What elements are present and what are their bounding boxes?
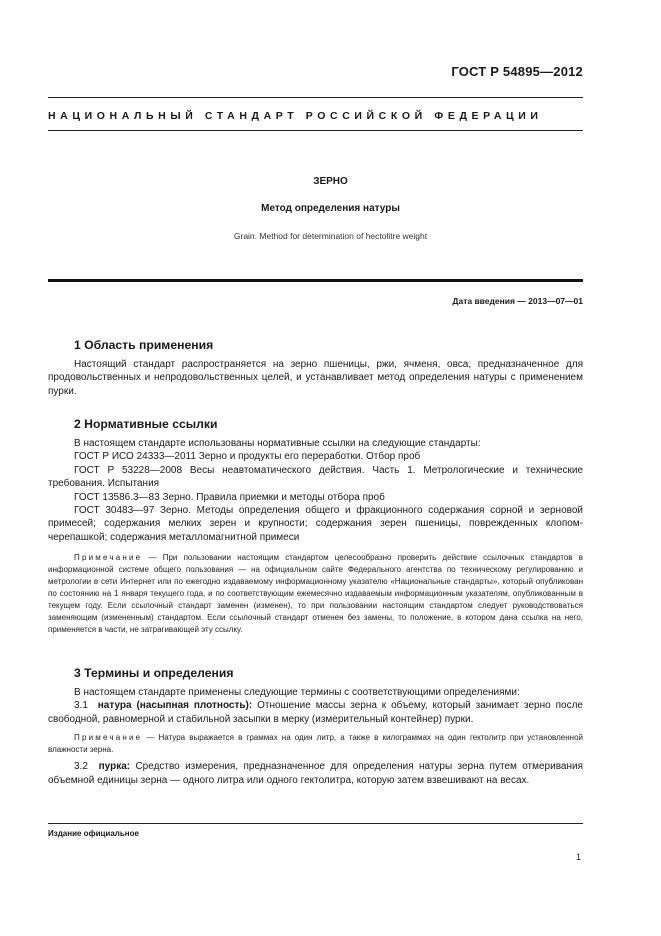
- section-paragraph: В настоящем стандарте использованы нормативные ссылки на следующие стандарты:: [74, 438, 481, 449]
- footer-rule: [48, 823, 583, 824]
- section-scope: [48, 338, 583, 398]
- note-text: — При пользовании настоящим стандартом целесообразно проверить действие ссылочных стандартов в информационной системе общего пользования — на официальном сайте Федерального агентства по техническому регулированию и метрологии в сети Интернет или по ежегодно издаваемому информационному указателю «Национальные стандарты», который опубликован по состоянию на 1 января текущего года, и по соответствующим ежемесячно издаваемым информационным указателям, опубликованным в текущем году. Если ссылочный стандарт заменен (изменен), то при пользовании настоящим стандартом следует руководствоваться заменяющим (измененным) стандартом. Если ссылочный стандарт отменен без замены, то положение, в котором дана ссылка на него, применяется в части, не затрагивающей эту ссылку.: [48, 553, 583, 635]
- reference-item: ГОСТ 13586.3—83 Зерно. Правила приемки и методы отбора проб: [74, 491, 385, 503]
- edition-label: Издание официальное: [48, 829, 139, 838]
- introduction-date: Дата введения — 2013—07—01: [452, 296, 583, 306]
- title-rule: [48, 279, 583, 282]
- term-number: 3.1: [74, 700, 88, 712]
- reference-item: ГОСТ Р ИСО 24333—2011 Зерно и продукты его переработки. Отбор проб: [74, 451, 421, 463]
- section-heading: 2 Нормативные ссылки: [74, 417, 218, 431]
- section-paragraph: Настоящий стандарт распространяется на зерно пшеницы, ржи, ячменя, овса, предназначенное для продовольственных и непродовольственных целей, и устанавливает метод определения натуры с применением пурки.: [48, 359, 583, 397]
- note: [48, 732, 583, 756]
- header-rule-bottom: [48, 130, 583, 131]
- term-name: натура (насыпная плотность):: [97, 700, 253, 712]
- term-text: Средство измерения, предназначенное для определения натуры зерна путем отмеривания объемной единицы зерна — одного литра или одного гектолитра, которую затем взвешивают на весах.: [48, 761, 583, 786]
- section-heading: 3 Термины и определения: [74, 666, 234, 680]
- reference-item: ГОСТ 30483—97 Зерно. Методы определения общего и фракционного содержания сорной и зерновой примесей; содержания мелких зерен и крупности; содержания зерен пшеницы, поврежденных клопом-черепашкой; содержания металломагнитной примеси: [48, 505, 583, 543]
- note: [48, 552, 583, 636]
- document-subtitle: Метод определения натуры: [261, 203, 400, 214]
- section-paragraph: В настоящем стандарте применены следующие термины с соответствующими определениями:: [74, 687, 520, 698]
- term-definition: [48, 699, 583, 726]
- note-text: — Натура выражается в граммах на один литр, а также в килограммах на один гектолитр при установленной влажности зерна.: [48, 733, 583, 755]
- reference-item: ГОСТ Р 53228—2008 Весы неавтоматического действия. Часть 1. Метрологические и технические требования. Испытания: [48, 464, 583, 490]
- note-label: Примечание: [74, 553, 143, 563]
- document-code: ГОСТ Р 54895—2012: [451, 64, 583, 79]
- national-standard-banner: НАЦИОНАЛЬНЫЙ СТАНДАРТ РОССИЙСКОЙ ФЕДЕРАЦИИ: [48, 110, 543, 122]
- section-normative-references: [48, 417, 583, 636]
- note-label: Примечание: [74, 733, 143, 743]
- section-terms-definitions: [48, 666, 583, 787]
- term-text: Отношение массы зерна к объему, который занимает зерно после свободной, равномерной и стабильной засыпки в мерку (измерительный контейнер) пурки.: [48, 700, 583, 725]
- page-number: 1: [575, 852, 581, 862]
- english-title: Grain. Method for determination of hectolitre weight: [233, 231, 428, 241]
- term-definition: [48, 760, 583, 787]
- header-rule-top: [48, 97, 583, 98]
- term-number: 3.2: [74, 761, 88, 773]
- section-heading: 1 Область применения: [74, 338, 214, 352]
- document-title: ЗЕРНО: [313, 176, 348, 187]
- term-name: пурка:: [98, 761, 131, 773]
